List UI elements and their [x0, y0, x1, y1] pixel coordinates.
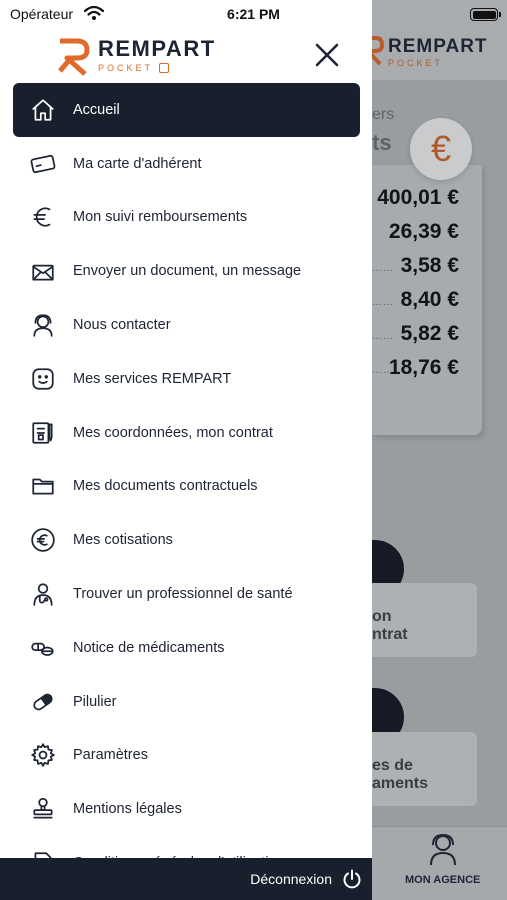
card-icon — [28, 149, 58, 179]
menu-item-label: Mentions légales — [73, 801, 182, 818]
tile-text-line: aments — [372, 775, 429, 792]
menu-item-mentions-legales[interactable] — [0, 782, 372, 836]
tile-text-line: on — [372, 608, 392, 625]
power-icon — [342, 869, 362, 889]
capsule-icon — [28, 687, 58, 717]
menu-item-label: Paramètres — [73, 747, 148, 764]
contract-icon — [28, 418, 58, 448]
envelope-icon — [28, 256, 58, 286]
menu-item-label: Pilulier — [73, 693, 117, 710]
background-brand-name: REMPART — [388, 36, 488, 57]
background-subtitle: ers — [372, 106, 395, 123]
menu-item-label: Notice de médicaments — [73, 639, 225, 656]
tile-text-line: ntrat — [372, 626, 408, 643]
background-brand-sub: POCKET — [388, 58, 444, 68]
dotted-leader: …… — [372, 263, 394, 274]
logout-button[interactable] — [250, 869, 362, 889]
menu-item-label: Trouver un professionnel de santé — [73, 586, 293, 603]
agent-icon — [428, 832, 458, 866]
dotted-leader: …… — [372, 331, 394, 342]
menu-item-label: Mes cotisations — [73, 532, 173, 549]
rempart-logo-icon — [57, 38, 91, 76]
menu-item-mon-suivi-remboursements[interactable] — [0, 191, 372, 245]
smile-icon — [28, 364, 58, 394]
close-icon[interactable] — [313, 41, 341, 69]
tab-mon-agence[interactable]: MON AGENCE — [405, 874, 481, 886]
drawer-footer — [0, 858, 372, 900]
brand-sub-label: POCKET — [98, 63, 154, 73]
menu-item-ma-carte-d-adherent[interactable] — [0, 137, 372, 191]
menu-item-trouver-un-professionnel-de-sante[interactable] — [0, 567, 372, 621]
euro-icon — [28, 202, 58, 232]
folder-icon — [28, 471, 58, 501]
menu-item-label: Nous contacter — [73, 317, 171, 334]
euro-circle-icon — [28, 525, 58, 555]
battery-icon — [470, 8, 498, 21]
brand-name: REMPART — [98, 36, 216, 61]
dotted-leader: …… — [372, 365, 394, 376]
menu-item-notice-de-medicaments[interactable] — [0, 621, 372, 675]
carrier-label: Opérateur — [10, 6, 74, 22]
menu-item-mes-documents-contractuels[interactable] — [0, 460, 372, 514]
menu-item-label: Ma carte d'adhérent — [73, 155, 202, 172]
refund-amount: 8,40 € — [400, 288, 459, 311]
dotted-leader: …… — [372, 297, 394, 308]
menu-item-parametres[interactable] — [0, 729, 372, 783]
pills-icon — [28, 633, 58, 663]
refund-amount: 3,58 € — [400, 254, 459, 277]
menu-item-pilulier[interactable] — [0, 675, 372, 729]
menu-item-mes-services-rempart[interactable] — [0, 352, 372, 406]
menu-item-label: Mon suivi remboursements — [73, 209, 248, 226]
gear-icon — [28, 740, 58, 770]
refund-amount: 400,01 € — [377, 186, 459, 209]
menu-item-label: Envoyer un document, un message — [73, 263, 302, 280]
menu-item-nous-contacter[interactable] — [0, 298, 372, 352]
menu-item-mes-cotisations[interactable] — [0, 513, 372, 567]
drawer-menu — [0, 83, 372, 890]
lock-icon — [159, 63, 169, 73]
drawer-header — [0, 28, 372, 84]
menu-item-envoyer-un-document-un-message[interactable] — [0, 244, 372, 298]
tile-text-line: es de — [372, 757, 413, 774]
menu-item-label: Mes documents contractuels — [73, 478, 258, 495]
menu-item-accueil[interactable] — [13, 83, 360, 137]
home-icon — [28, 95, 58, 125]
euro-icon: € — [410, 118, 472, 180]
menu-item-label: Mes services REMPART — [73, 370, 232, 387]
medication-tile[interactable] — [372, 732, 477, 806]
background-title: ts — [372, 130, 392, 155]
refund-amount: 26,39 € — [388, 220, 459, 243]
logout-label: Déconnexion — [250, 871, 332, 887]
doctor-icon — [28, 579, 58, 609]
clock: 6:21 PM — [227, 6, 280, 22]
contract-tile[interactable] — [372, 583, 477, 657]
refund-amount: 18,76 € — [388, 356, 459, 379]
brand-subtitle — [98, 63, 169, 73]
agent-icon — [28, 310, 58, 340]
menu-item-mes-coordonnees-mon-contrat[interactable] — [0, 406, 372, 460]
refund-amount: 5,82 € — [400, 322, 459, 345]
menu-item-label: Mes coordonnées, mon contrat — [73, 424, 273, 441]
stamp-icon — [28, 794, 58, 824]
status-bar — [0, 0, 507, 30]
menu-item-label: Accueil — [73, 101, 120, 118]
